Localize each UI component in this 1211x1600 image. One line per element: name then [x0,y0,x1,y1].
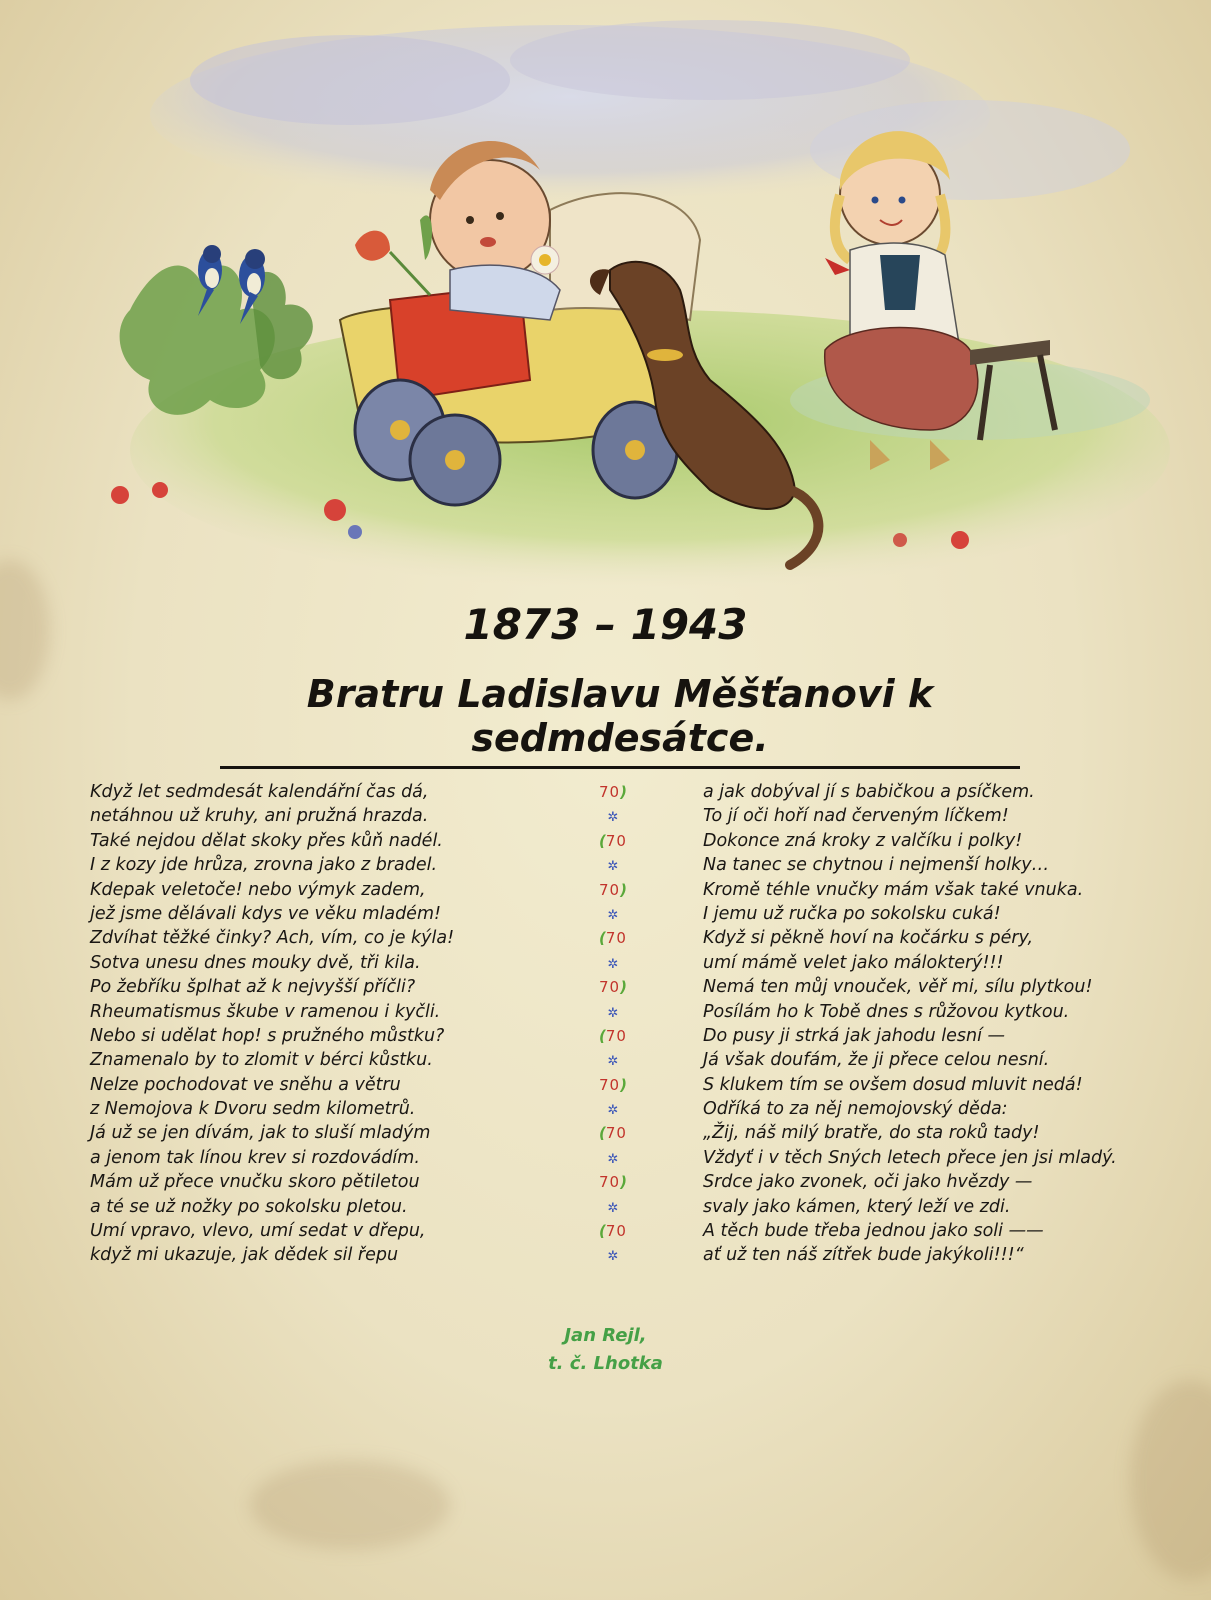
poem-line: ať už ten náš zítřek bude jakýkoli!!!“ [703,1245,1024,1266]
poem-line: Nelze pochodovat ve sněhu a větru [90,1074,401,1095]
poem-line: netáhnou už kruhy, ani pružná hrazda. [90,806,429,827]
poem-line: Do pusy ji strká jak jahodu lesní — [703,1025,1006,1046]
poem-line: a jenom tak línou krev si rozdovádím. [90,1147,420,1168]
seventy-mark: (70 [599,1222,627,1241]
poem-line: Když si pěkně hoví na kočárku s péry, [703,928,1034,949]
signature-name: Jan Rejl, [564,1325,647,1346]
poem-line: Já však doufám, že ji přece celou nesní. [703,1050,1050,1071]
seventy-mark: 70) [599,783,627,801]
seventy-mark: 70) [599,1075,627,1094]
poem-line: To jí oči hoří nad červeným líčkem! [703,806,1009,827]
seventy-mark: 70) [599,880,627,899]
flower-ornament-icon: ✲ [607,1103,619,1119]
poem-line: Mám už přece vnučku skoro pětiletou [90,1172,420,1193]
flower-ornament-icon: ✲ [607,1151,619,1167]
daisy-flower-icon [531,246,559,274]
poem-line: Na tanec se chytnou i nejmenší holky… [703,855,1050,876]
flower-ornament-icon: ✲ [607,1005,619,1021]
poem-line: Nemá ten můj vnouček, věř mi, sílu plytkou! [703,977,1093,998]
seventy-mark: 70) [599,978,627,997]
flower-ornament-icon: ✲ [607,956,619,972]
poem-line: Srdce jako zvonek, oči jako hvězdy — [703,1172,1033,1193]
poem-left-column [90,780,560,1268]
seventy-mark: (70 [599,929,627,948]
author-signature [0,1322,1211,1378]
flower-ornament-icon: ✲ [607,810,619,826]
paper-stain [250,1460,450,1550]
poem-line: z Nemojova k Dvoru sedm kilometrů. [90,1099,416,1120]
watercolor-illustration [90,20,1170,590]
poem-line: Po žebříku šplhat až k nejvyšší příčli? [90,977,416,998]
seventy-ornament-column [588,780,638,1268]
year-range: 1873 – 1943 [463,600,748,649]
poem-line: Znamenalo by to zlomit v bérci kůstku. [90,1050,433,1071]
signature-place: t. č. Lhotka [548,1353,663,1374]
seventy-mark: (70 [599,1124,627,1143]
poem-line: Také nejdou dělat skoky přes kůň nadél. [90,830,443,851]
poem-line: svaly jako kámen, který leží ve zdi. [703,1196,1011,1217]
seventy-mark: 70) [599,1173,627,1192]
poem-line: Zdvíhat těžké činky? Ach, vím, co je kýla! [90,928,455,949]
poem-line: Odříká to za něj nemojovský děda: [703,1099,1008,1120]
poem-line: Kromě téhle vnučky mám však také vnuka. [703,879,1084,900]
poem-line: Já už se jen dívám, jak to sluší mladým [90,1123,431,1144]
tulip-flower-icon [355,215,432,295]
flower-ornament-icon: ✲ [607,1200,619,1216]
poem-line: a té se už nožky po sokolsku pletou. [90,1196,408,1217]
flower-ornament-icon: ✲ [607,1054,619,1070]
poem-line: S klukem tím se ovšem dosud mluvit nedá! [703,1074,1083,1095]
poem-line: I jemu už ručka po sokolsku cuká! [703,903,1001,924]
sky-clouds [150,20,1130,205]
poem-line: jež jsme dělávali kdys ve věku mladém! [90,903,442,924]
dedication-title: Bratru Ladislavu Měšťanovi k sedmdesátce. [220,672,1020,769]
flower-ornament-icon: ✲ [607,1249,619,1265]
poem-line: Umí vpravo, vlevo, umí sedat v dřepu, [90,1221,426,1242]
seventy-mark: (70 [599,1026,627,1045]
poem-line: Když let sedmdesát kalendářní čas dá, [90,782,429,802]
seventy-mark: (70 [599,831,627,850]
poem-line: a jak dobýval jí s babičkou a psíčkem. [703,782,1035,802]
poem-line: Posílám ho k Tobě dnes s růžovou kytkou. [703,1001,1070,1022]
poem-line: Kdepak veletoče! nebo výmyk zadem, [90,879,426,900]
poem-line: když mi ukazuje, jak dědek sil řepu [90,1245,399,1266]
poem-line: Nebo si udělat hop! s pružného můstku? [90,1025,445,1046]
paper-stain [1130,1380,1211,1580]
poem-right-column [703,780,1143,1268]
flower-ornament-icon: ✲ [607,859,619,875]
poem-line: A těch bude třeba jednou jako soli —— [703,1221,1044,1242]
poem-line: umí mámě velet jako málokterý!!! [703,952,1004,973]
poem-line: Rheumatismus škube v ramenou i kyčli. [90,1001,441,1022]
flower-ornament-icon: ✲ [607,907,619,923]
poem-line: Vždyť i v těch Sných letech přece jen jsi mladý. [703,1147,1117,1168]
poem-line: Sotva unesu dnes mouky dvě, tři kila. [90,952,421,973]
wheel-icon [410,415,500,505]
poem-line: I z kozy jde hrůza, zrovna jako z bradel. [90,855,438,876]
poem-line: Dokonce zná kroky z valčíku i polky! [703,830,1023,851]
poem-line: „Žij, náš milý bratře, do sta roků tady! [703,1123,1040,1144]
